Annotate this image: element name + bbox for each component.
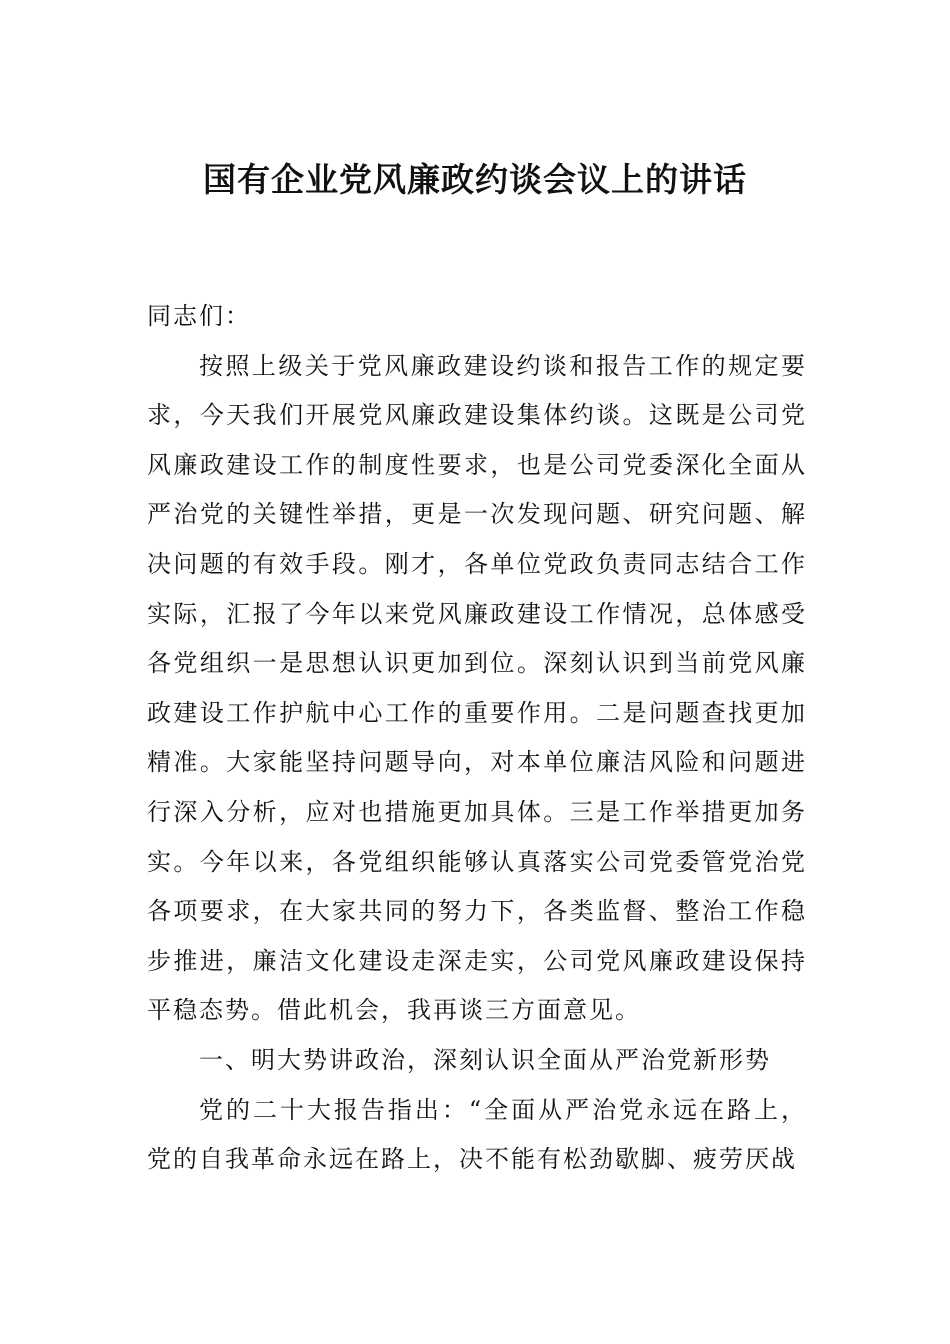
salutation: 同志们： <box>147 302 251 330</box>
paragraph-intro: 按照上级关于党风廉政建设约谈和报告工作的规定要求，今天我们开展党风廉政建设集体约谈。这既是公司党风廉政建设工作的制度性要求，也是公司党委深化全面从严治党的关键性举措，更是一次发现问题、研究问题、解决问题的有效手段。刚才，各单位党政负责同志结合工作实际，汇报了今年以来党风廉政建设工作情况，总体感受各党组织一是思想认识更加到位。深刻认识到当前党风廉政建设工作护航中心工作的重要作用。二是问题查找更加精准。大家能坚持问题导向，对本单位廉洁风险和问题进行深入分析，应对也措施更加具体。三是工作举措更加务实。今年以来，各党组织能够认真落实公司党委管党治党各项要求，在大家共同的努力下，各类监督、整治工作稳步推进，廉洁文化建设走深走实，公司党风廉政建设保持平稳态势。借此机会，我再谈三方面意见。 <box>147 351 807 1025</box>
document-body <box>147 292 807 1185</box>
section-heading-1: 一、明大势讲政治，深刻认识全面从严治党新形势 <box>199 1045 771 1074</box>
paragraph-section-1: 党的二十大报告指出：“全面从严治党永远在路上，党的自我革命永远在路上，决不能有松劲歇脚、疲劳厌战 <box>147 1095 807 1174</box>
document-title: 国有企业党风廉政约谈会议上的讲话 <box>203 160 747 199</box>
